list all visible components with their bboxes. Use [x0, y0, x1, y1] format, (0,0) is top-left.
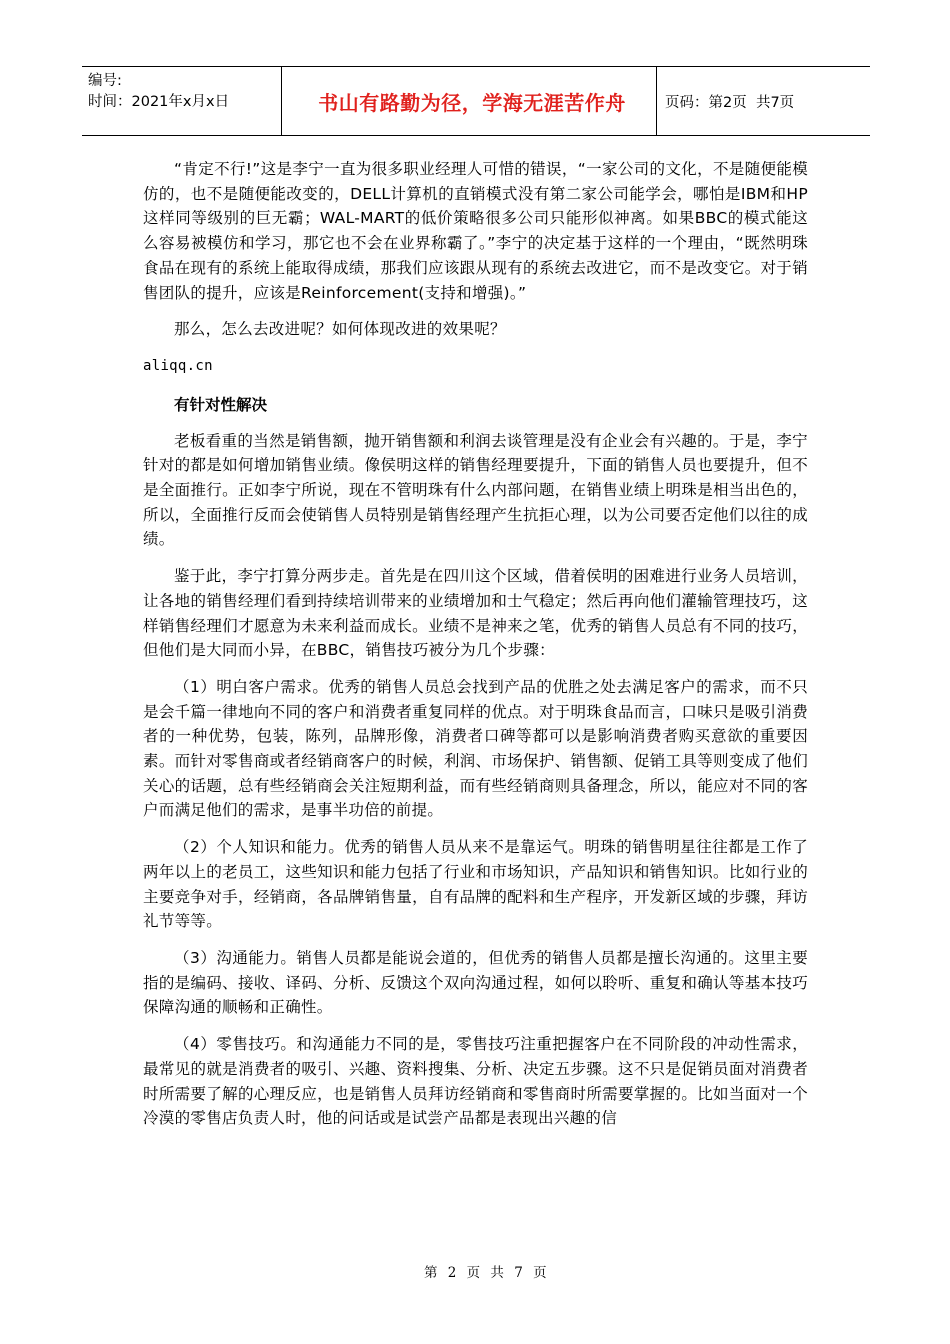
- document-body: [143, 157, 808, 1143]
- page-footer: [0, 1245, 950, 1281]
- header-motto: 书山有路勤为径，学海无涯苦作舟: [318, 90, 626, 115]
- body-paragraph: （4）零售技巧。和沟通能力不同的是，零售技巧注重把握客户在不同阶段的冲动性需求，最常见的就是消费者的吸引、兴趣、资料搜集、分析、决定五步骤。这不只是促销员面对消费者时所需要了解的心理反应，也是销售人员拜访经销商和零售商时所需要掌握的。比如当面对一个冷漠的零售店负责人时，他的问话或是试尝产品都是表现出兴趣的信: [143, 1035, 808, 1128]
- header-meta-cell: [82, 67, 282, 135]
- body-paragraph: （1）明白客户需求。优秀的销售人员总会找到产品的优胜之处去满足客户的需求，而不只是会千篇一律地向不同的客户和消费者重复同样的优点。对于明珠食品而言，口味只是吸引消费者的一种优势，包装，陈列，品牌形像，消费者口碑等都可以是影响消费者购买意欲的重要因素。而针对零售商或者经销商客户的时候，利润、市场保护、销售额、促销工具等则变成了他们关心的话题，总有些经销商会关注短期利益，而有些经销商则具备理念，所以，能应对不同的客户而满足他们的需求，是事半功倍的前提。: [143, 677, 808, 820]
- body-paragraph: 老板看重的当然是销售额，抛开销售额和利润去谈管理是没有企业会有兴趣的。于是，李宁针对的都是如何增加销售业绩。像侯明这样的销售经理要提升，下面的销售人员也要提升，但不是全面推行。正如李宁所说，现在不管明珠有什么内部问题，在销售业绩上明珠是相当出色的，所以，全面推行反而会使销售人员特别是销售经理产生抗拒心理，以为公司要否定他们以往的成绩。: [143, 431, 808, 549]
- body-paragraph: “肯定不行!”这是李宁一直为很多职业经理人可惜的错误，“一家公司的文化，不是随便能模仿的，也不是随便能改变的，DELL计算机的直销模式没有第二家公司能学会，哪怕是IBM和HP这样同等级别的巨无霸；WAL-MART的低价策略很多公司只能形似神离。如果BBC的模式能这么容易被模仿和学习，那它也不会在业界称霸了。”李宁的决定基于这样的一个理由，“既然明珠食品在现有的系统上能取得成绩，那我们应该跟从现有的系统去改进它，而不是改变它。对于销售团队的提升，应该是Reinforcement(支持和增强)。”: [143, 160, 808, 302]
- document-number-label: 编号:: [88, 73, 122, 89]
- footer-page-number: 第 2 页 共 7 页: [423, 1265, 547, 1281]
- header-motto-cell: [282, 67, 657, 135]
- body-paragraph: 那么，怎么去改进呢？如何体现改进的效果呢？: [174, 320, 506, 339]
- header-page-cell: [657, 67, 870, 135]
- header-page-number: 页码：第2页 共7页: [665, 94, 795, 111]
- body-paragraph: （3）沟通能力。销售人员都是能说会道的，但优秀的销售人员都是擅长沟通的。这里主要指的是编码、接收、译码、分析、反馈这个双向沟通过程，如何以聆听、重复和确认等基本技巧保障沟通的顺畅和正确性。: [143, 948, 808, 1017]
- body-paragraph: 鉴于此，李宁打算分两步走。首先是在四川这个区域，借着侯明的困难进行业务人员培训，让各地的销售经理们看到持续培训带来的业绩增加和士气稳定；然后再向他们灌输管理技巧，这样销售经理们才愿意为未来利益而成长。业绩不是神来之笔，优秀的销售人员总有不同的技巧，但他们是大同而小异，在BBC，销售技巧被分为几个步骤：: [143, 567, 808, 660]
- body-paragraph: （2）个人知识和能力。优秀的销售人员从来不是靠运气。明珠的销售明星往往都是工作了两年以上的老员工，这些知识和能力包括了行业和市场知识，产品知识和销售知识。比如行业的主要竞争对手，经销商，各品牌销售量，自有品牌的配料和生产程序，开发新区域的步骤，拜访礼节等等。: [143, 838, 808, 931]
- page-header: [82, 66, 870, 136]
- section-heading: 有针对性解决: [174, 395, 268, 414]
- source-watermark-text: aliqq.cn: [143, 357, 213, 374]
- document-date-label: 时间：2021年x月x日: [88, 94, 230, 110]
